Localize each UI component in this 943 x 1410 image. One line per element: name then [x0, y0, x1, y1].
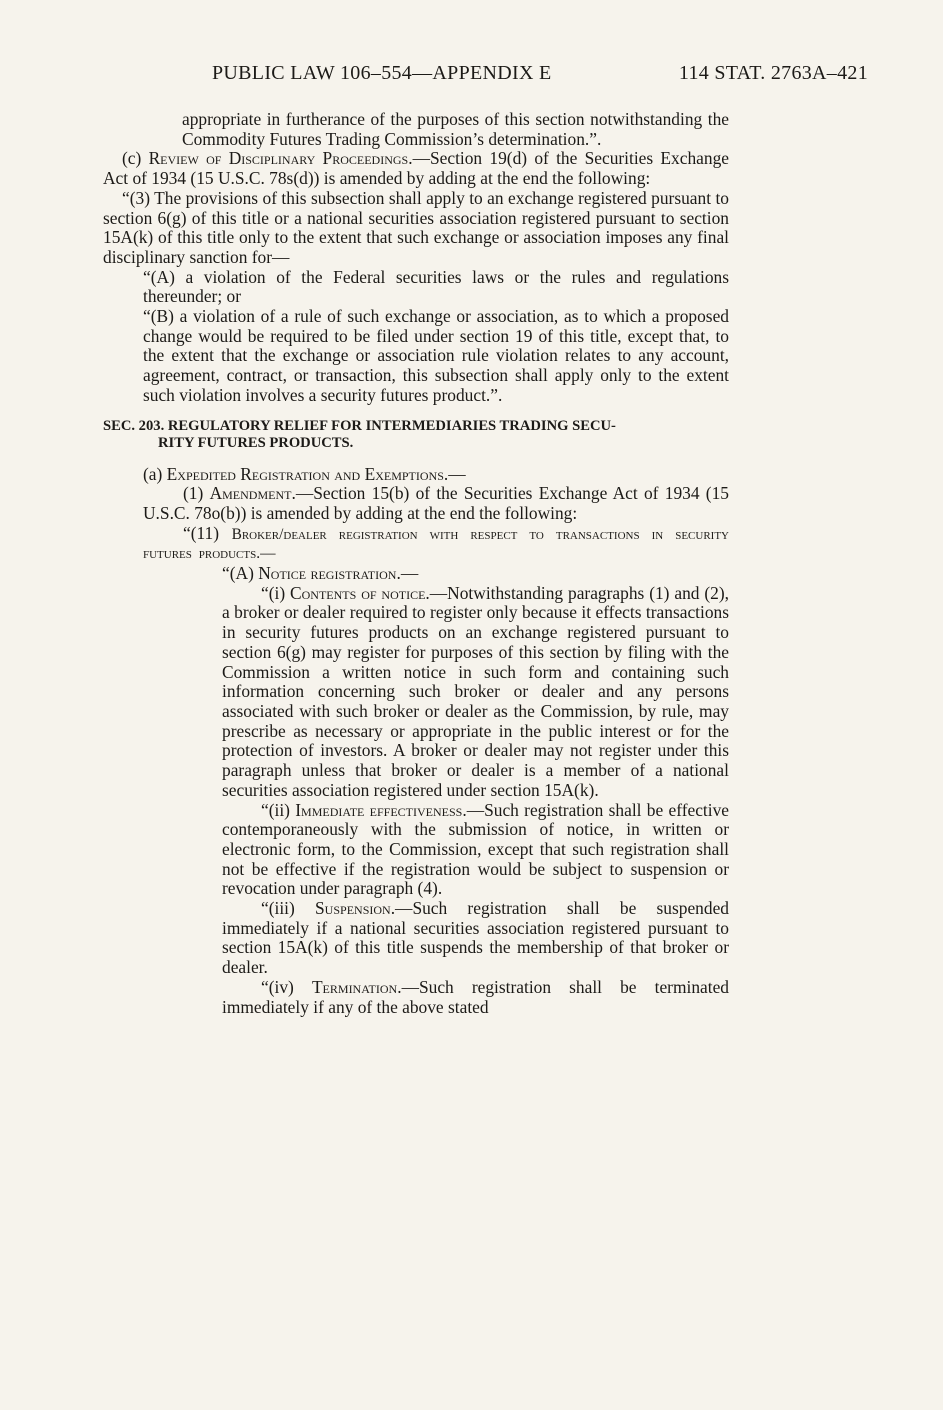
header-title: PUBLIC LAW 106–554—APPENDIX E: [212, 62, 552, 84]
paragraph-a1-heading: Amendment.: [209, 483, 296, 504]
paragraph-B: “(B) a violation of a rule of such exchange or association, as to which a proposed change would be required to be filed under section 19 of this title, except that, to the extent that the exchange or association rule violation relates to any account, agreement, contract, or transaction, this subsection shall apply only to the extent such violation involves a security futures product.”.: [143, 306, 729, 405]
header-stat-citation: 114 STAT. 2763A–421: [678, 62, 868, 84]
paragraph-a1-text: —Section 15(b) of the Securities Exchange Act of 1934 (15 U.S.C. 78o(b)) is amended by adding at the end the following:: [143, 483, 729, 523]
section-203-heading-line1: SEC. 203. REGULATORY RELIEF FOR INTERMEDIARIES TRADING SECU-: [103, 417, 616, 434]
clause-iv-text: —Such registration shall be terminated immediately if any of the above stated: [222, 976, 729, 1017]
subparagraph-A: [103, 564, 729, 584]
paragraph-A: “(A) a violation of the Federal securities laws or the rules and regulations thereunder; or: [143, 266, 729, 307]
paragraph-11-dash: —: [260, 545, 276, 563]
paragraph-11: [103, 524, 729, 564]
clause-ii-lead: “(ii): [261, 799, 296, 820]
clause-iv-lead: “(iv): [261, 976, 312, 997]
paragraph-c: [103, 149, 729, 188]
subsection-a-dash: —: [448, 463, 466, 484]
paragraph-a1-lead: (1): [183, 483, 210, 504]
clause-iii: [103, 899, 729, 978]
clause-ii-heading: Immediate effectiveness.: [295, 799, 467, 820]
clause-iii-text: —Such registration shall be suspended immediately if a national securities association registered pursuant to section 15A(k) of this title suspends the membership of that broker or dealer.: [222, 898, 729, 978]
clause-i: [103, 584, 729, 801]
subparagraph-A-heading: Notice registration.: [258, 563, 401, 584]
paragraph-11-heading: Broker/dealer registration with respect to transactions in security futures products.: [143, 525, 729, 563]
paragraph-c-text: —Section 19(d) of the Securities Exchange Act of 1934 (15 U.S.C. 78s(d)) is amended by adding at the end the following:: [103, 148, 729, 189]
subparagraph-A-lead: “(A): [222, 563, 259, 584]
paragraph-continuation: appropriate in furtherance of the purposes of this section notwithstanding the Commodity Futures Trading Commission’s determination.”.: [182, 109, 729, 149]
clause-iii-lead: “(iii): [261, 898, 316, 919]
clause-i-lead: “(i): [261, 582, 291, 603]
clause-iii-heading: Suspension.: [315, 898, 396, 919]
subsection-a-lead: (a): [143, 463, 167, 484]
paragraph-3: “(3) The provisions of this subsection shall apply to an exchange registered pursuant to section 6(g) of this title or a national securities association registered pursuant to section 15A(k) of this title only to the extent that such exchange or association imposes any final disciplinary sanction for—: [103, 187, 729, 267]
section-203-heading: [103, 418, 729, 452]
body-text: [103, 110, 729, 1017]
paragraph-c-lead: (c): [122, 148, 149, 169]
clause-i-text: —Notwithstanding paragraphs (1) and (2), a broker or dealer required to register only because it effects transactions in security futures products on an exchange registered pursuant to section 6(g) may register for purposes of this section by filing with the Commission a written notice in such form and containing such information concerning such broker or dealer and any persons associated with such broker or dealer as the Commission, by rule, may prescribe as necessary or appropriate in the public interest or for the protection of investors. A broker or dealer may not register under this paragraph unless that broker or dealer is a member of a national securities association registered under section 15A(k).: [222, 582, 729, 800]
subsection-a: [103, 465, 729, 485]
paragraph-c-heading: Review of Disciplinary Proceedings.: [148, 148, 413, 169]
subsection-a-heading: Expedited Registration and Exemptions.: [166, 463, 449, 484]
section-203-heading-line2: RITY FUTURES PRODUCTS.: [158, 434, 354, 451]
clause-i-heading: Contents of notice.: [290, 582, 430, 603]
clause-ii: [103, 801, 729, 900]
page-header: [212, 62, 868, 90]
clause-iv: [103, 978, 729, 1017]
clause-ii-text: —Such registration shall be effective contemporaneously with the submission of notice, in written or electronic form, to the Commission, except that such registration shall not be effective if the registration would be subject to suspension or revocation under paragraph (4).: [222, 799, 729, 899]
paragraph-a1: [103, 484, 729, 523]
subparagraph-A-dash: —: [400, 563, 419, 584]
clause-iv-heading: Termination.: [311, 976, 402, 997]
paragraph-11-lead: “(11): [183, 522, 232, 543]
